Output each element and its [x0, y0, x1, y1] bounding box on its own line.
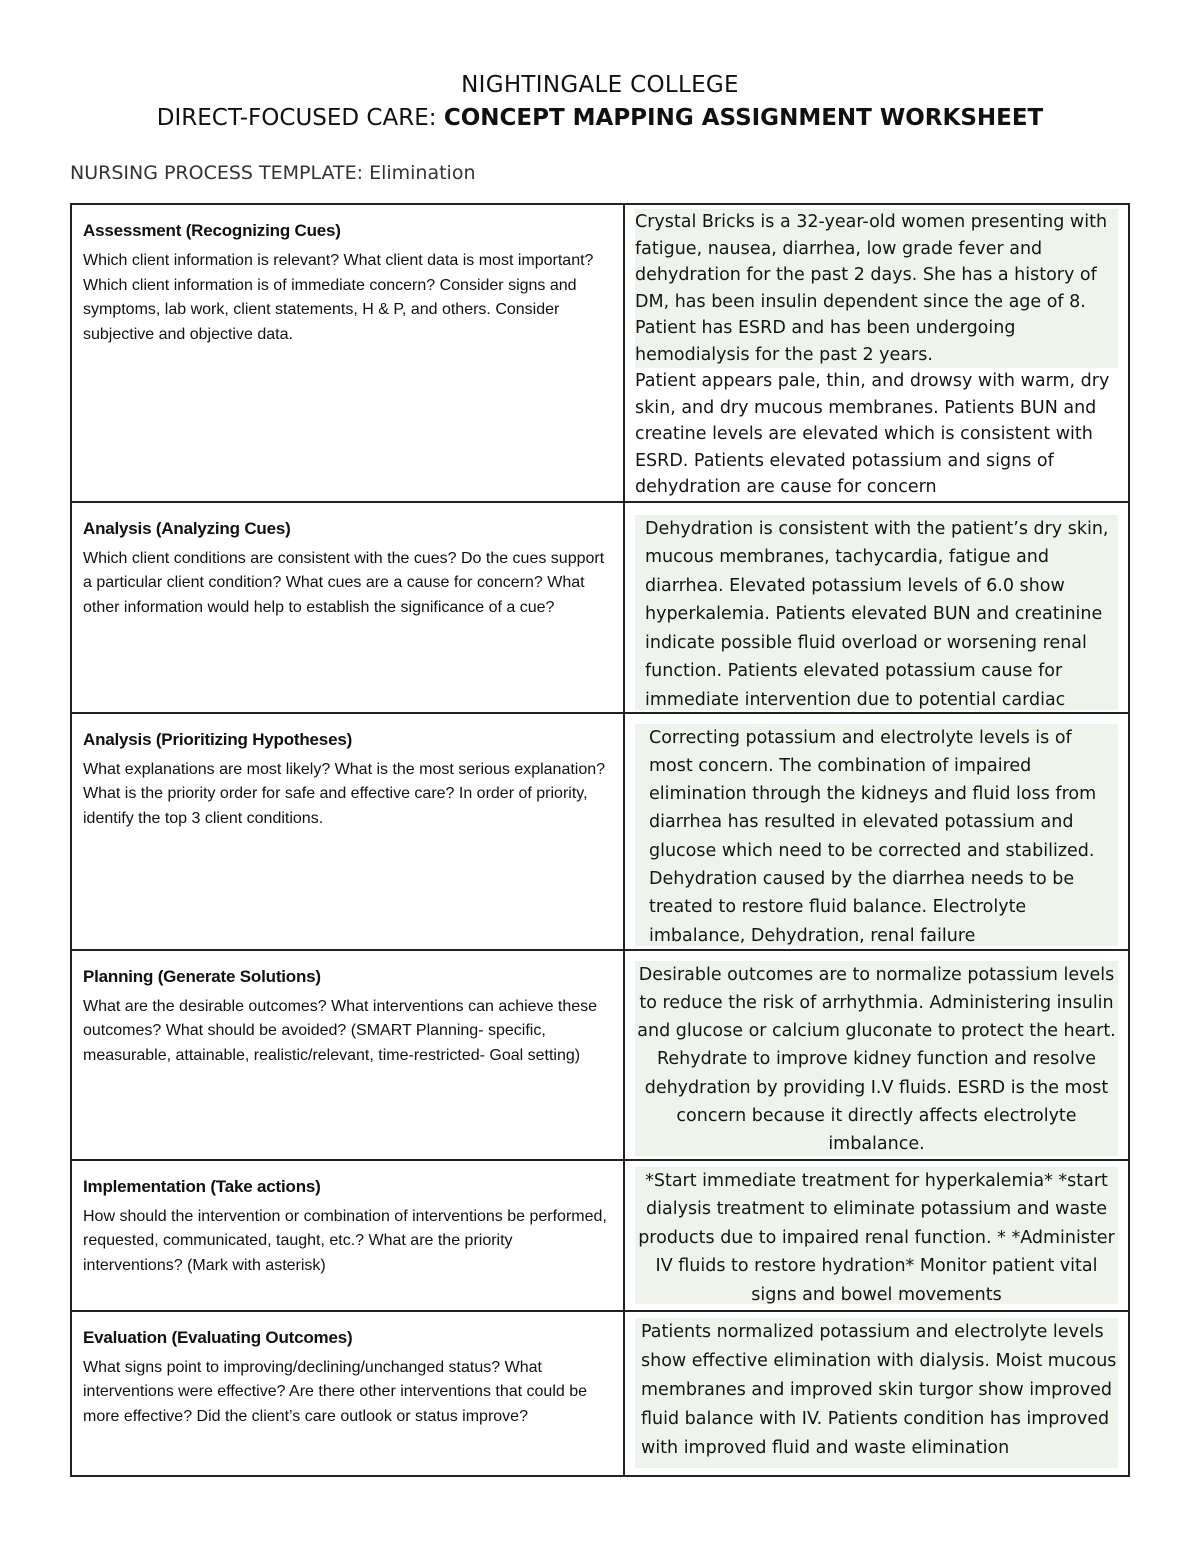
section-answer-cell — [624, 950, 1129, 1160]
section-answer-cell — [624, 1311, 1129, 1476]
section-description: What explanations are most likely? What is the most serious explanation? What is the priority order for safe and effective care? In order of priority, identify the top 3 client conditions. — [83, 760, 606, 827]
nursing-process-table — [70, 203, 1130, 1477]
section-prompt-cell — [71, 950, 624, 1160]
section-title: Analysis (Analyzing Cues) — [83, 518, 291, 538]
section-answer-cell — [624, 204, 1129, 502]
section-title: Evaluation (Evaluating Outcomes) — [83, 1327, 353, 1347]
section-answer-cell — [624, 713, 1129, 950]
section-prompt-cell — [71, 713, 624, 950]
section-prompt-cell — [71, 1311, 624, 1476]
table-row — [71, 713, 1129, 950]
answer-text[interactable]: *Start immediate treatment for hyperkalemia* *start dialysis treatment to eliminate potassium and waste products due to impaired renal function. * *Administer IV fluids to restore hydration* Monitor patient vital signs and bowel movements — [635, 1167, 1118, 1304]
table-row — [71, 1160, 1129, 1311]
worksheet-title-prefix: DIRECT-FOCUSED CARE: — [156, 105, 444, 131]
section-title: Assessment (Recognizing Cues) — [83, 221, 341, 240]
table-row — [71, 1311, 1129, 1476]
worksheet-title — [0, 102, 1200, 134]
answer-text[interactable]: Patients normalized potassium and electrolyte levels show effective elimination with dialysis. Moist mucous membranes and improved skin turgor show improved fluid balance with IV. Patients condition has improved with improved fluid and waste elimination — [635, 1318, 1118, 1468]
section-description: Which client conditions are consistent with the cues? Do the cues support a particular client condition? What cues are a cause for concern? What other information would help to establish the significance of a cue? — [83, 549, 605, 616]
section-description: What are the desirable outcomes? What interventions can achieve these outcomes? What should be avoided? (SMART Planning- specific, measurable, attainable, realistic/relevant, time-restricted- Goal setting) — [83, 997, 598, 1064]
section-prompt-cell — [71, 502, 624, 713]
answer-text[interactable]: Dehydration is consistent with the patient’s dry skin, mucous membranes, tachycardia, fatigue and diarrhea. Elevated potassium levels of 6.0 show hyperkalemia. Patients elevated BUN and creatinine indicate possible fluid overload or worsening renal function. Patients elevated potassium cause for immediate intervention due to potential cardiac — [635, 515, 1118, 710]
section-description: Which client information is relevant? What client data is most important? Which client information is of immediate concern? Consider signs and symptoms, lab work, client statements, H & P, and others. Consider subjective and objective data. — [83, 252, 594, 343]
worksheet-title-bold: CONCEPT MAPPING ASSIGNMENT WORKSHEET — [443, 105, 1044, 131]
section-answer-cell — [624, 502, 1129, 713]
section-title: Analysis (Prioritizing Hypotheses) — [83, 729, 353, 749]
college-name: NIGHTINGALE COLLEGE — [461, 72, 739, 98]
answer-text[interactable]: Desirable outcomes are to normalize potassium levels to reduce the risk of arrhythmia. Administering insulin and glucose or calcium gluconate to protect the heart. Rehydrate to improve kidney function and resolve dehydration by providing I.V fluids. ESRD is the most concern because it directly affects electrolyte imbalance. — [635, 961, 1118, 1156]
section-title: Implementation (Take actions) — [83, 1176, 321, 1196]
answer-text-continued[interactable]: Patient appears pale, thin, and drowsy with warm, dry skin, and dry mucous membranes. Patients BUN and creatine levels are elevated which is consistent with ESRD. Patients elevated potassium and signs of dehydration are cause for concern — [635, 371, 1110, 497]
section-description: How should the intervention or combination of interventions be performed, requested, communicated, taught, etc.? What are the priority interventions? (Mark with asterisk) — [83, 1207, 607, 1274]
answer-text[interactable]: Correcting potassium and electrolyte levels is of most concern. The combination of impaired elimination through the kidneys and fluid loss from diarrhea has resulted in elevated potassium and glucose which need to be corrected and stabilized. Dehydration caused by the diarrhea needs to be treated to restore fluid balance. Electrolyte imbalance, Dehydration, renal failure — [635, 724, 1118, 946]
table-row — [71, 204, 1129, 502]
section-description: What signs point to improving/declining/unchanged status? What interventions were effective? Are there other interventions that could be more effective? Did the client’s care outlook or status improve? — [83, 1358, 588, 1425]
answer-text[interactable]: Crystal Bricks is a 32-year-old women presenting with fatigue, nausea, diarrhea, low grade fever and dehydration for the past 2 days. She has a history of DM, has been insulin dependent since the age of 8. Patient has ESRD and has been undergoing hemodialysis for the past 2 years. — [635, 209, 1118, 368]
section-prompt-cell — [71, 204, 624, 502]
section-title: Planning (Generate Solutions) — [83, 966, 321, 986]
table-row — [71, 950, 1129, 1160]
section-answer-cell — [624, 1160, 1129, 1311]
section-prompt-cell — [71, 1160, 624, 1311]
template-label: NURSING PROCESS TEMPLATE: Elimination — [70, 162, 476, 184]
document-header — [0, 70, 1200, 134]
table-row — [71, 502, 1129, 713]
